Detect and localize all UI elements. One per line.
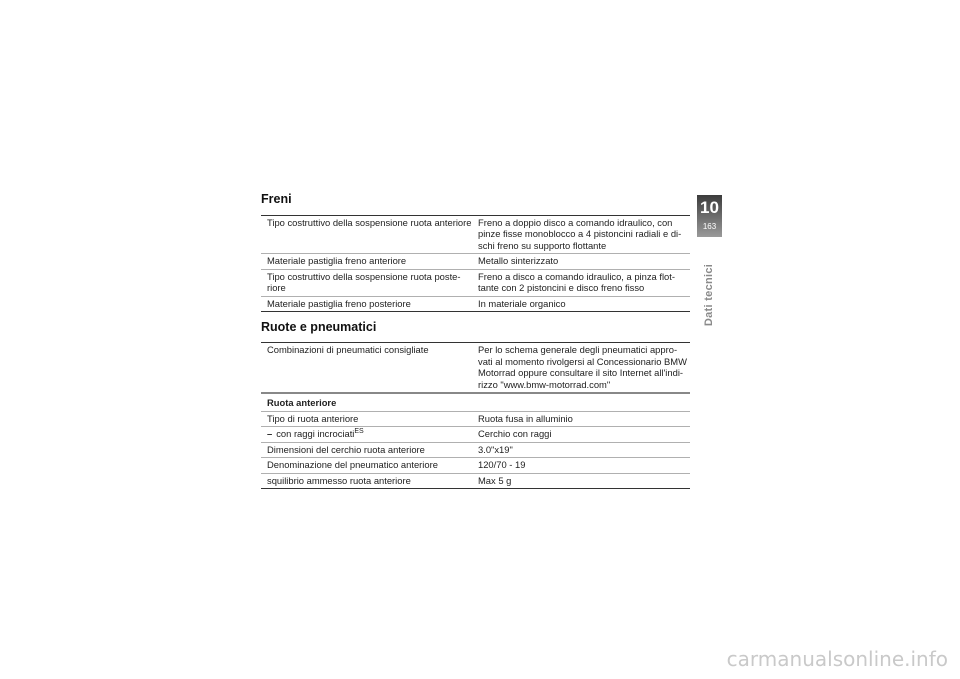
row-label: Dimensioni del cerchio ruota anteriore xyxy=(267,443,425,455)
table-group-header xyxy=(261,393,690,411)
table-row xyxy=(261,473,690,488)
table-row xyxy=(261,442,690,457)
option-superscript: ES xyxy=(354,427,364,435)
row-value: In materiale organico xyxy=(478,297,566,309)
section-title-ruote: Ruote e pneumatici xyxy=(261,320,377,335)
row-label: Materiale pastiglia freno posteriore xyxy=(267,297,411,309)
table-row xyxy=(261,254,690,269)
row-value: Per lo schema generale degli pneumatici appro-vati al momento rivolgersi al Concessionario BMW Motorrad oppure consultare il sito Internet all'indi-rizzo "www.bmw-motorrad.com" xyxy=(478,344,687,390)
row-label: Tipo costruttivo della sospensione ruota poste-riore xyxy=(267,270,461,294)
row-value: 120/70 - 19 xyxy=(478,459,526,471)
table-row xyxy=(261,458,690,473)
group-title: Ruota anteriore xyxy=(267,397,337,409)
table-row xyxy=(261,343,690,393)
row-value: Freno a disco a comando idraulico, a pinza flot-tante con 2 pistoncini e disco freno fisso xyxy=(478,270,675,294)
row-label: Materiale pastiglia freno anteriore xyxy=(267,255,407,267)
row-value: 3.0"x19" xyxy=(478,443,513,455)
chapter-side-label xyxy=(697,245,722,345)
row-value: Cerchio con raggi xyxy=(478,428,552,440)
table-row xyxy=(261,427,690,442)
section-title-freni: Freni xyxy=(261,192,292,206)
row-value: Metallo sinterizzato xyxy=(478,255,559,267)
table-row xyxy=(261,216,690,254)
row-label: Tipo costruttivo della sospensione ruota anteriore xyxy=(267,217,472,228)
row-label: Tipo di ruota anteriore xyxy=(267,412,359,424)
row-label: Combinazioni di pneumatici consigliate xyxy=(267,344,429,356)
row-label: Denominazione del pneumatico anteriore xyxy=(267,459,438,471)
row-value: Freno a doppio disco a comando idraulico, con pinze fisse monoblocco a 4 pistoncini radiali e di-schi freno su supporto flottante xyxy=(478,217,682,251)
chapter-tab xyxy=(697,195,722,237)
row-label: con raggi incrociati xyxy=(276,428,355,440)
row-label: squilibrio ammesso ruota anteriore xyxy=(267,474,411,486)
page-number: 163 xyxy=(702,222,717,231)
table-row xyxy=(261,296,690,311)
watermark: carmanualsonline.info xyxy=(726,647,948,671)
chapter-label: Dati tecnici xyxy=(703,263,716,327)
table-row xyxy=(261,269,690,296)
row-label-with-dash xyxy=(261,427,472,442)
row-value: Ruota fusa in alluminio xyxy=(478,412,573,424)
table-row xyxy=(261,411,690,426)
wheels-table xyxy=(261,342,690,489)
row-value: Max 5 g xyxy=(478,474,512,486)
dash-bullet: – xyxy=(267,428,273,440)
brakes-table xyxy=(261,215,690,312)
page-content xyxy=(261,192,690,489)
chapter-number: 10 xyxy=(700,198,719,217)
